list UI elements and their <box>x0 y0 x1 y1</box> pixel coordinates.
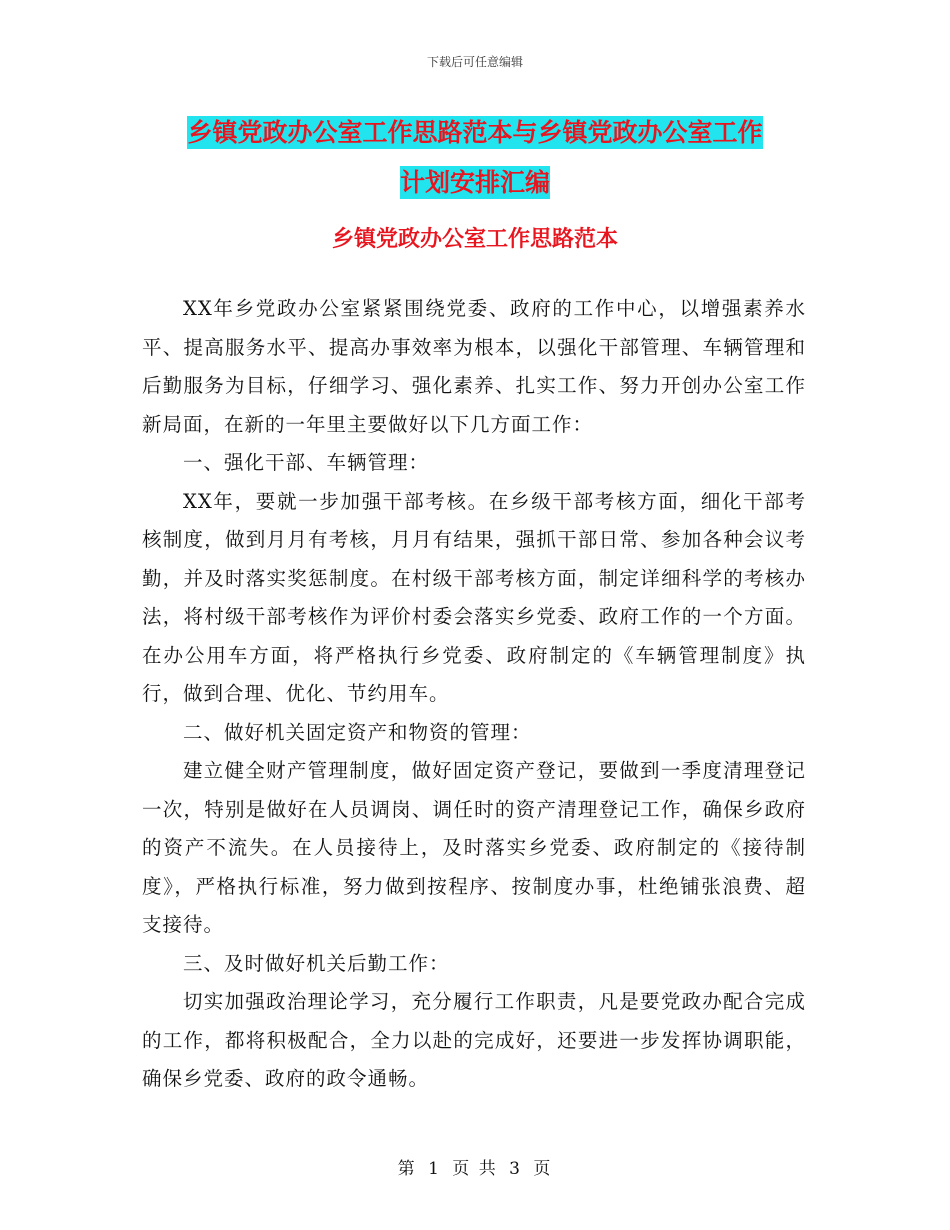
paragraph-intro: XX年乡党政办公室紧紧围绕党委、政府的工作中心，以增强素养水平、提高服务水平、提高办事效率为根本，以强化干部管理、车辆管理和后勤服务为目标，仔细学习、强化素养、扎实工作、努力开创办公室工作新局面，在新的一年里主要做好以下几方面工作： <box>142 297 806 436</box>
section-title: 乡镇党政办公室工作思路范本 <box>331 227 618 252</box>
heading-1: 一、强化干部、车辆管理： <box>182 451 429 474</box>
footer-suffix: 页 <box>533 1159 553 1179</box>
document-title-line1: 乡镇党政办公室工作思路范本与乡镇党政办公室工作 <box>187 118 763 147</box>
footer-middle: 页 共 <box>452 1159 498 1179</box>
document-title <box>140 108 810 208</box>
paragraph-3: 切实加强政治理论学习，充分履行工作职责，凡是要党政办配合完成的工作，都将积极配合，全力以赴的完成好，还要进一步发挥协调职能，确保乡党委、政府的政令通畅。 <box>142 990 806 1090</box>
heading-2: 二、做好机关固定资产和物资的管理： <box>182 720 532 744</box>
footer-total-pages: 3 <box>509 1159 522 1179</box>
document-body <box>142 290 806 1099</box>
paragraph-1: XX年，要就一步加强干部考核。在乡级干部考核方面，细化干部考核制度，做到月月有考核，月月有结果，强抓干部日常、参加各种会议考勤，并及时落实奖惩制度。在村级干部考核方面，制定详细科学的考核办法，将村级干部考核作为评价村委会落实乡党委、政府工作的一个方面。在办公用车方面，将严格执行乡党委、政府制定的《车辆管理制度》执行，做到合理、优化、节约用车。 <box>142 489 806 705</box>
footer-page-number: 1 <box>428 1159 441 1179</box>
footer-prefix: 第 <box>397 1159 417 1179</box>
page-footer <box>0 1154 950 1179</box>
paragraph-2: 建立健全财产管理制度，做好固定资产登记，要做到一季度清理登记一次，特别是做好在人员调岗、调任时的资产清理登记工作，确保乡政府的资产不流失。在人员接待上，及时落实乡党委、政府制定的《接待制度》，严格执行标准，努力做到按程序、按制度办事，杜绝铺张浪费、超支接待。 <box>142 759 806 936</box>
document-title-line2: 计划安排汇编 <box>399 168 550 197</box>
header-note: 下载后可任意编辑 <box>426 55 523 69</box>
heading-3: 三、及时做好机关后勤工作： <box>182 951 450 975</box>
